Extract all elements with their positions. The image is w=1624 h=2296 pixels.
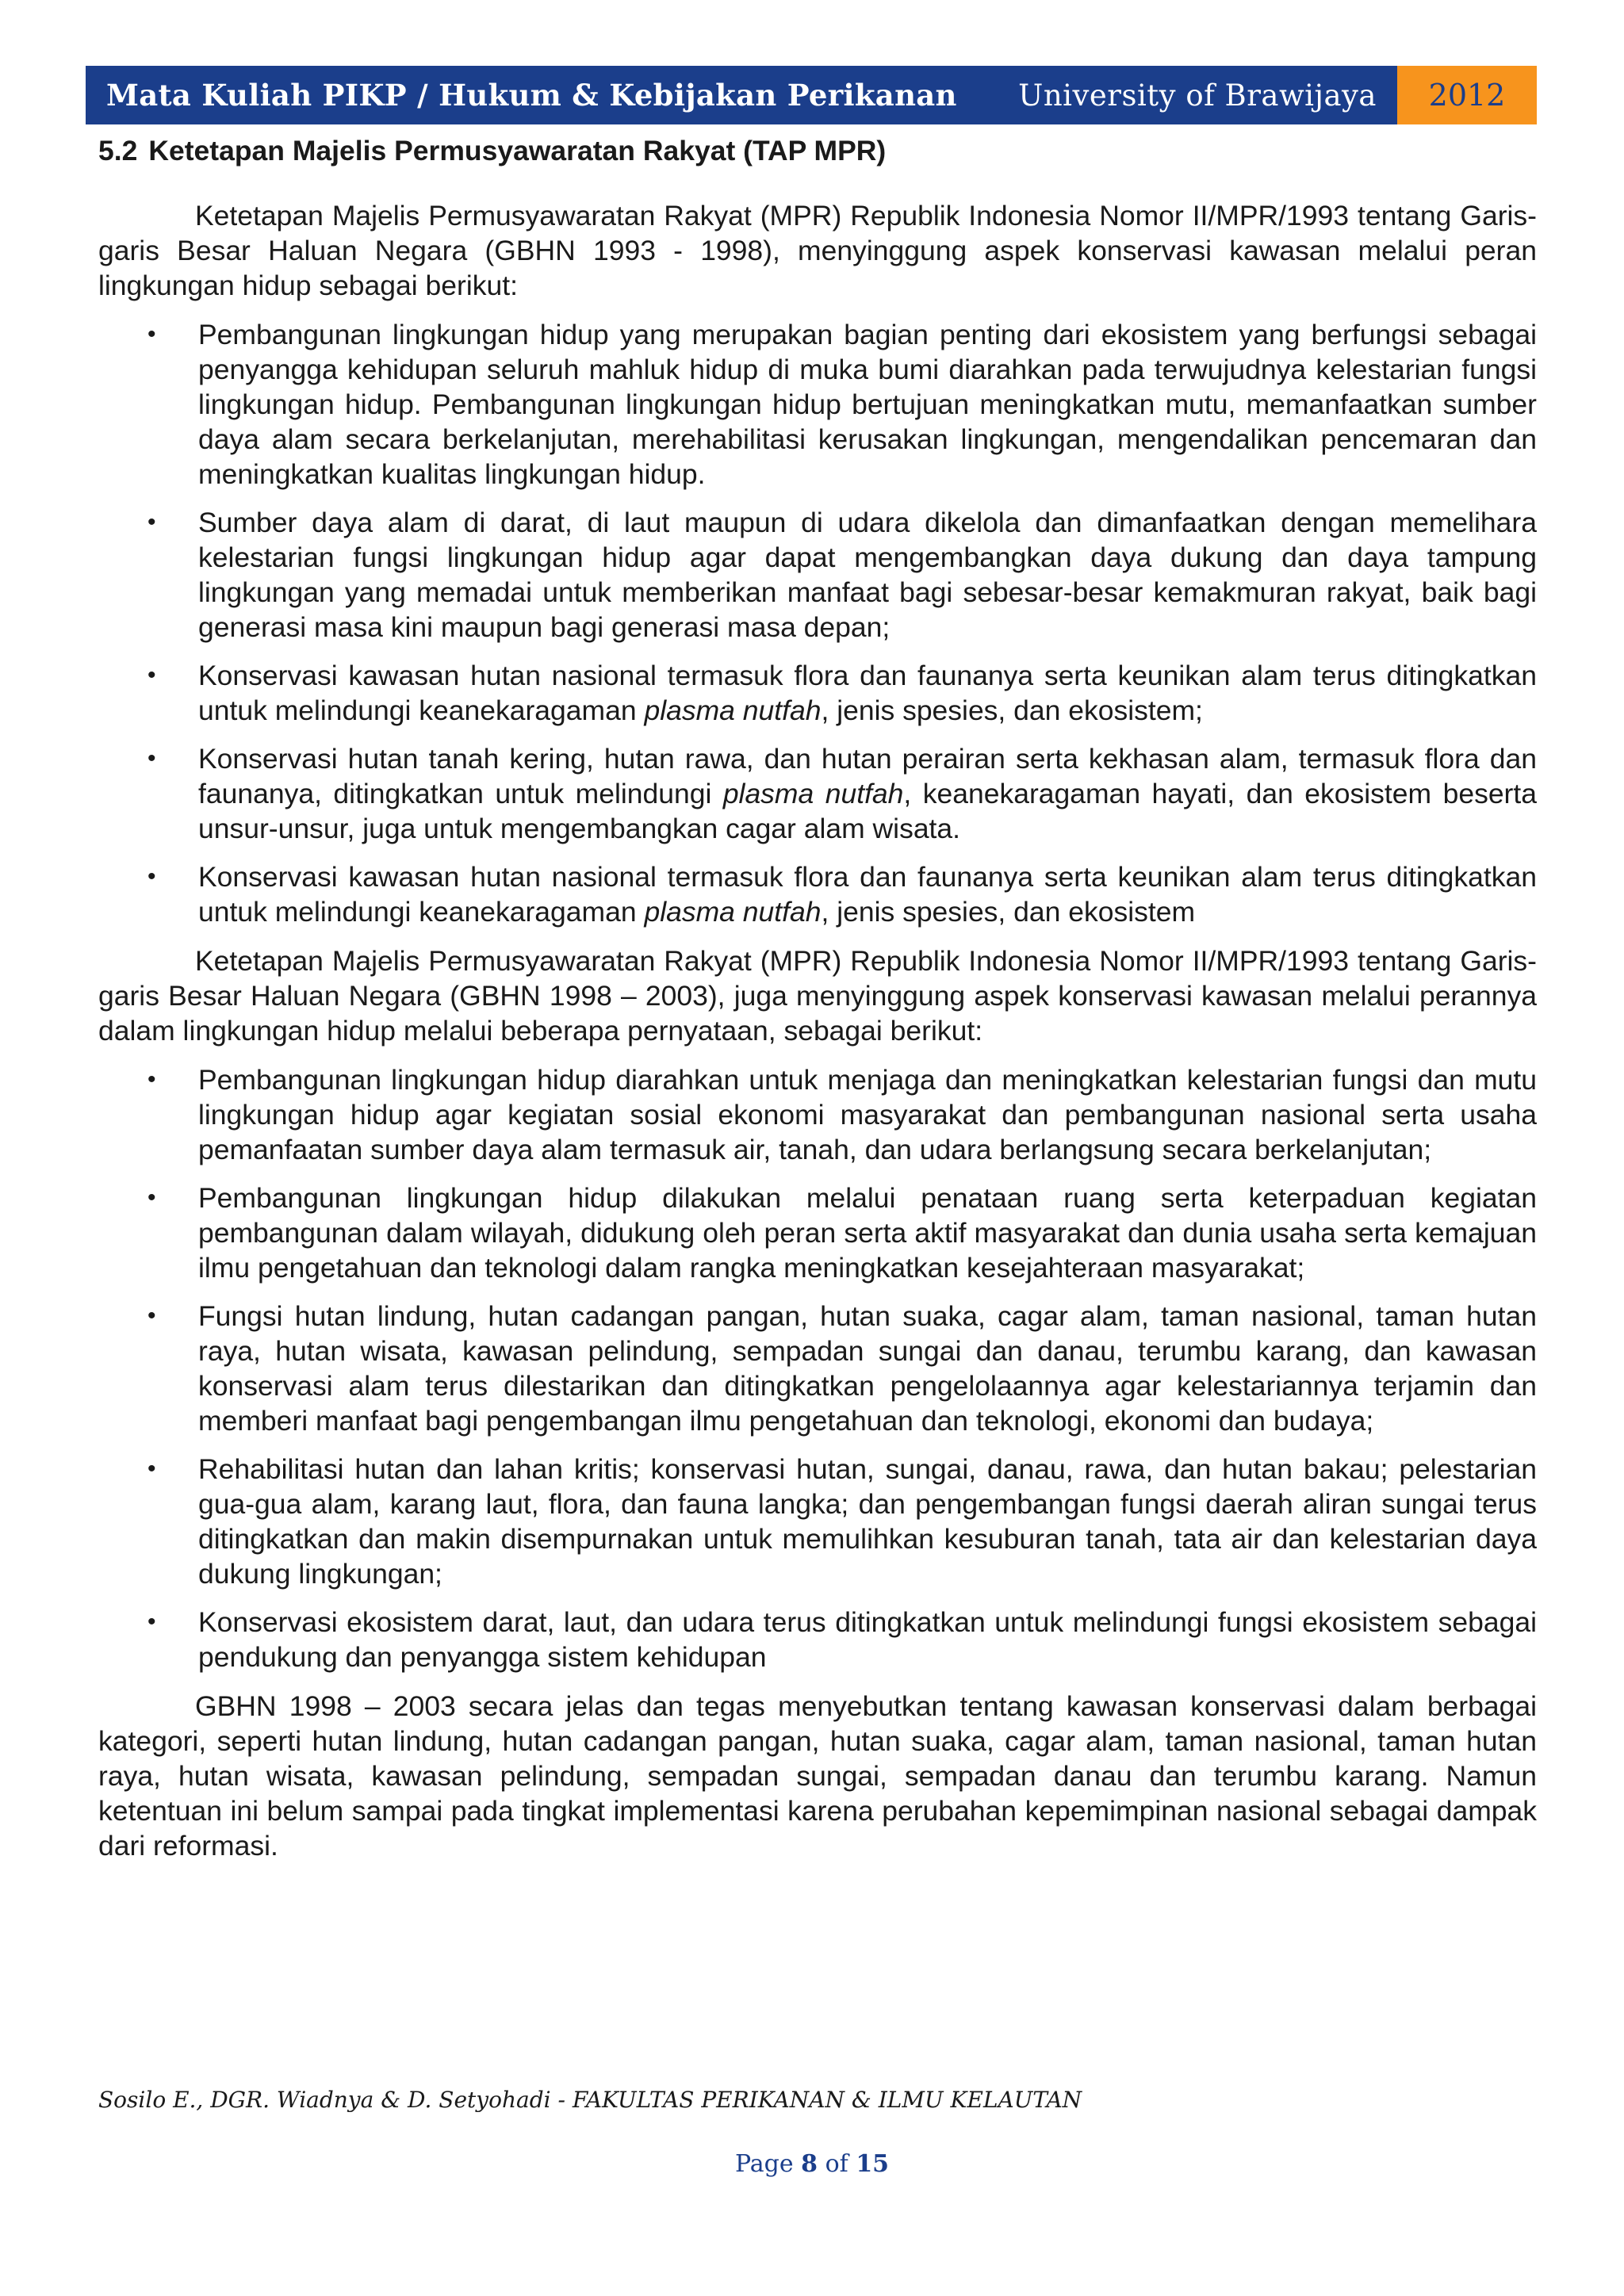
section-number: 5.2	[98, 135, 138, 166]
year-badge: 2012	[1397, 66, 1537, 124]
current-page: 8	[801, 2150, 818, 2178]
list-item: • Konservasi kawasan hutan nasional termasuk flora dan faunanya serta keunikan alam terus ditingkatkan untuk melindungi keanekaragaman plasma nutfah, jenis spesies, dan ekosistem	[147, 861, 1537, 928]
bullet-icon: •	[147, 863, 156, 890]
list-item: • Konservasi kawasan hutan nasional termasuk flora dan faunanya serta keunikan alam terus ditingkatkan untuk melindungi keanekaragaman plasma nutfah, jenis spesies, dan ekosistem;	[147, 660, 1537, 726]
total-pages: 15	[856, 2150, 890, 2178]
page-number: Page 8 of 15	[734, 2150, 890, 2178]
list-item: • Konservasi ekosistem darat, laut, dan udara terus ditingkatkan untuk melindungi fungsi ekosistem sebagai pendukung dan penyangga sistem kehidupan	[147, 1606, 1537, 1673]
bullet-icon: •	[147, 509, 156, 535]
bullet-icon: •	[147, 662, 156, 688]
page-content	[98, 133, 1537, 1877]
bullet-icon: •	[147, 1456, 156, 1482]
footer-authors: Sosilo E., DGR. Wiadnya & D. Setyohadi - FAKULTAS PERIKANAN & ILMU KELAUTAN	[98, 2087, 1082, 2113]
bullet-list-1993	[98, 317, 1537, 929]
bullet-list-1998	[98, 1062, 1537, 1674]
list-item: • Pembangunan lingkungan hidup dilakukan melalui penataan ruang serta keterpaduan kegiatan pembangunan dalam wilayah, didukung oleh peran serta aktif masyarakat dan dunia usaha serta kemajuan ilmu pengetahuan dan teknologi dalam rangka meningkatkan kesejahteraan masyarakat;	[147, 1182, 1537, 1284]
bullet-icon: •	[147, 321, 156, 347]
list-item: • Rehabilitasi hutan dan lahan kritis; konservasi hutan, sungai, danau, rawa, dan hutan bakau; pelestarian gua-gua alam, karang laut, flora, dan fauna langka; dan pengembangan fungsi daerah aliran sungai terus ditingkatkan dan makin disempurnakan untuk memulihkan kesuburan tanah, tata air dan kelestarian daya dukung lingkungan;	[147, 1453, 1537, 1590]
list-item: • Pembangunan lingkungan hidup yang merupakan bagian penting dari ekosistem yang berfungsi sebagai penyangga kehidupan seluruh mahluk hidup di muka bumi diarahkan pada terwujudnya kelestarian fungsi lingkungan hidup. Pembangunan lingkungan hidup bertujuan meningkatkan mutu, memanfaatkan sumber daya alam secara berkelanjutan, merehabilitasi kerusakan lingkungan, mengendalikan pencemaran dan meningkatkan kualitas lingkungan hidup.	[147, 319, 1537, 490]
list-item: • Pembangunan lingkungan hidup diarahkan untuk menjaga dan meningkatkan kelestarian fungsi dan mutu lingkungan hidup agar kegiatan sosial ekonomi masyarakat dan pembangunan nasional serta usaha pemanfaatan sumber daya alam termasuk air, tanah, dan udara berlangsung secara berkelanjutan;	[147, 1064, 1537, 1165]
list-item: • Sumber daya alam di darat, di laut maupun di udara dikelola dan dimanfaatkan dengan memelihara kelestarian fungsi lingkungan hidup agar dapat mengembangkan daya dukung dan daya tampung lingkungan yang memadai untuk memberikan manfaat bagi sebesar-besar kemakmuran rakyat, baik bagi generasi masa kini maupun bagi generasi masa depan;	[147, 507, 1537, 643]
section-title: Ketetapan Majelis Permusyawaratan Rakyat (TAP MPR)	[148, 135, 887, 166]
bullet-icon: •	[147, 1184, 156, 1211]
course-title: Mata Kuliah PIKP / Hukum & Kebijakan Perikanan	[106, 78, 957, 113]
paragraph-gbhn-1998: Ketetapan Majelis Permusyawaratan Rakyat (MPR) Republik Indonesia Nomor II/MPR/1993 tentang Garis-garis Besar Haluan Negara (GBHN 1998 – 2003), juga menyinggung aspek konservasi kawasan melalui perannya dalam lingkungan hidup melalui beberapa pernyataan, sebagai berikut:	[98, 945, 1537, 1047]
bullet-icon: •	[147, 1609, 156, 1635]
university-name: University of Brawijaya	[1018, 78, 1377, 113]
list-item: • Fungsi hutan lindung, hutan cadangan pangan, hutan suaka, cagar alam, taman nasional, taman hutan raya, hutan wisata, kawasan pelindung, sempadan sungai dan danau, terumbu karang, dan kawasan konservasi alam terus dilestarikan dan ditingkatkan pengelolaannya agar kelestariannya terjamin dan memberi manfaat bagi pengembangan ilmu pengetahuan dan teknologi, ekonomi dan budaya;	[147, 1300, 1537, 1437]
bullet-icon: •	[147, 1303, 156, 1329]
paragraph-gbhn-1993: Ketetapan Majelis Permusyawaratan Rakyat (MPR) Republik Indonesia Nomor II/MPR/1993 tentang Garis-garis Besar Haluan Negara (GBHN 1993 - 1998), menyinggung aspek konservasi kawasan melalui peran lingkungan hidup sebagai berikut:	[98, 200, 1537, 301]
section-heading	[98, 133, 1537, 168]
page-header	[86, 66, 1537, 124]
paragraph-conclusion: GBHN 1998 – 2003 secara jelas dan tegas menyebutkan tentang kawasan konservasi dalam berbagai kategori, seperti hutan lindung, hutan cadangan pangan, hutan suaka, cagar alam, taman nasional, taman hutan raya, hutan wisata, kawasan pelindung, sempadan sungai, sempadan danau dan terumbu karang. Namun ketentuan ini belum sampai pada tingkat implementasi karena perubahan kepemimpinan nasional sebagai dampak dari reformasi.	[98, 1690, 1537, 1862]
bullet-icon: •	[147, 1066, 156, 1093]
header-band	[86, 66, 1397, 124]
list-item: • Konservasi hutan tanah kering, hutan rawa, dan hutan perairan serta kekhasan alam, termasuk flora dan faunanya, ditingkatkan untuk melindungi plasma nutfah, keanekaragaman hayati, dan ekosistem beserta unsur-unsur, juga untuk mengembangkan cagar alam wisata.	[147, 743, 1537, 844]
bullet-icon: •	[147, 745, 156, 771]
